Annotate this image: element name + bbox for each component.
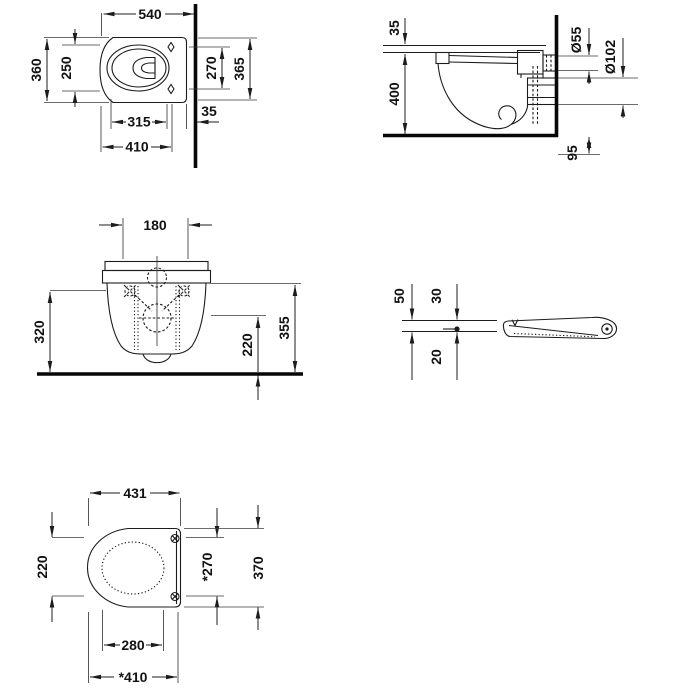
body-outline xyxy=(107,283,206,354)
fixing-hole-hidden xyxy=(179,286,189,296)
drain-outline-outer xyxy=(133,58,155,79)
seat-side-view xyxy=(391,284,617,380)
drain-dome xyxy=(143,354,171,363)
seat-ring-hidden-ellipse xyxy=(102,542,164,594)
dim-label-width: 370 xyxy=(250,556,266,580)
dim-label-total-thickness: 50 xyxy=(391,288,407,304)
dim-label-front-width: 220 xyxy=(34,555,50,579)
cistern-cover-edge xyxy=(105,262,208,271)
outlet-connector xyxy=(528,78,557,105)
dim-label-fixing-height: 320 xyxy=(31,320,47,344)
dim-label-below-floor: 95 xyxy=(564,145,580,161)
bowl-rim-outer xyxy=(107,45,169,91)
dim-label-outlet-dia: Ø102 xyxy=(602,39,618,75)
toilet-side-view xyxy=(383,15,638,161)
dim-label-bowl-depth: 315 xyxy=(127,113,151,130)
toilet-top-view xyxy=(28,4,257,168)
seat-outline xyxy=(88,529,181,608)
dim-label-hinge-depth: *410 xyxy=(118,669,148,685)
pivot-point xyxy=(454,326,459,331)
fixing-hole-marker xyxy=(168,85,174,94)
fixing-hole-hidden xyxy=(125,286,135,296)
toilet-front-view xyxy=(31,217,303,400)
dim-label-rim-underside: 355 xyxy=(276,316,292,340)
dim-label-below-pivot: 20 xyxy=(428,349,444,365)
seat-top-view xyxy=(34,485,266,685)
inlet-pipe xyxy=(543,55,557,71)
dim-label-fixing-spacing: 180 xyxy=(143,217,167,233)
fixing-hole-marker xyxy=(168,43,174,52)
rim-bottom-line xyxy=(449,62,518,64)
dim-label-outlet-height: 220 xyxy=(239,333,255,357)
dim-label-length: 431 xyxy=(123,485,147,501)
drain-outline-inner xyxy=(142,63,156,73)
dim-label-above-pivot: 30 xyxy=(428,288,444,304)
dim-label-body-depth: 410 xyxy=(125,138,149,155)
dim-label-hole-spacing: 270 xyxy=(203,56,219,80)
bowl-rim-inner xyxy=(112,49,166,87)
hinge-center-dot xyxy=(605,327,608,330)
dim-label-seat-rise: 35 xyxy=(386,20,402,36)
rim-front-edge xyxy=(436,53,449,64)
seat-profile-inner-line xyxy=(509,326,598,336)
rim-top-line xyxy=(449,56,518,58)
dim-label-back-width: 365 xyxy=(231,57,247,81)
dim-label-cutout-width: 280 xyxy=(121,637,145,653)
dim-label-depth: 540 xyxy=(138,6,162,22)
dim-label-inlet-dia: Ø55 xyxy=(568,26,584,54)
rim-band xyxy=(103,271,211,284)
dim-label-width: 360 xyxy=(28,58,44,82)
dim-label-wall-gap: 35 xyxy=(201,103,217,119)
dim-label-bowl-width: 250 xyxy=(58,56,74,80)
inlet-connector xyxy=(518,51,544,75)
dim-label-hinge-spacing: *270 xyxy=(199,552,215,582)
dim-label-rim-height: 400 xyxy=(386,82,402,106)
bowl-profile xyxy=(438,64,516,129)
